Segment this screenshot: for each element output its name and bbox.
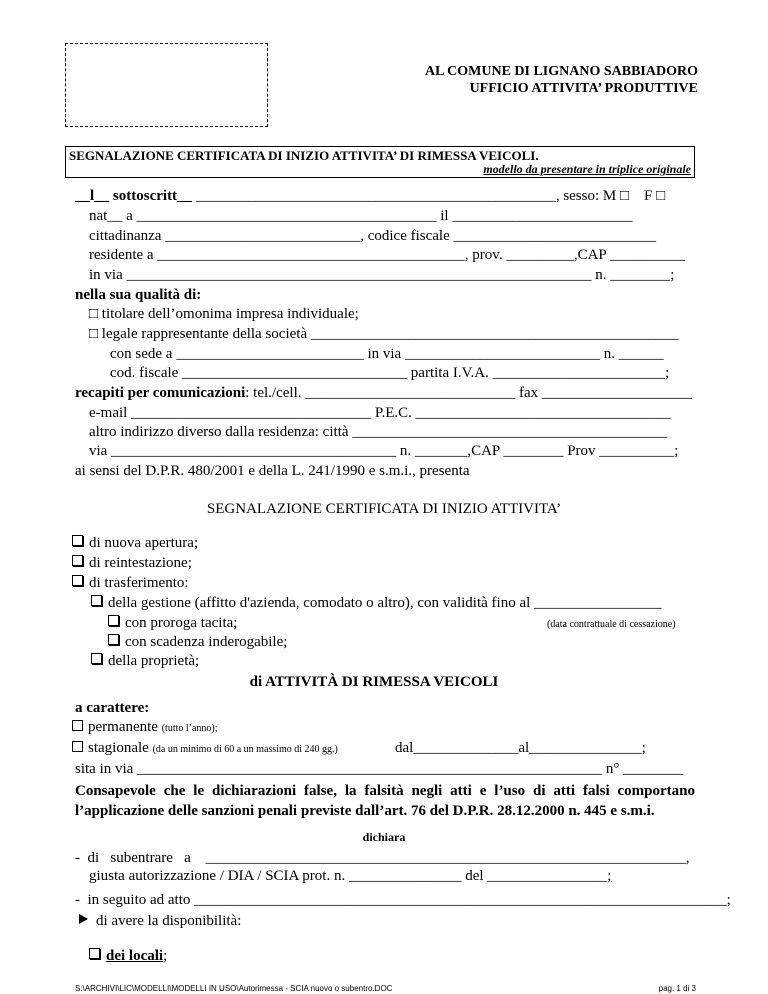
checkbox-icon[interactable] [91, 595, 102, 606]
checkbox-icon[interactable] [72, 555, 83, 566]
availability-item: di avere la disponibilità: [79, 913, 241, 930]
checkbox-icon[interactable] [72, 575, 83, 586]
quality-heading: nella sua qualità di: [75, 287, 202, 303]
checkbox-icon[interactable] [72, 720, 83, 731]
field-name-sex[interactable]: __l__ sottoscritt__ ________________________________________________, sesso: M □ F □ [75, 188, 666, 204]
checkbox-icon[interactable] [72, 741, 83, 752]
title-box [65, 146, 695, 178]
file-path: S:\ARCHIVI\LIC\MODELLI\MODELLI IN USO\Autorimessa - SCIA nuovo o subentro.DOC [75, 984, 393, 993]
field-residence[interactable]: residente a _________________________________________, prov. _________,CAP __________ [89, 247, 685, 263]
arrow-bullet-icon [79, 914, 88, 924]
field-address[interactable]: in via ______________________________________________________________ n. ________; [89, 267, 675, 283]
field-email-pec[interactable]: e-mail ________________________________ P.E.C. __________________________________ [89, 405, 671, 421]
option-tacit-renewal[interactable]: con proroga tacita; [108, 615, 237, 632]
field-other-address[interactable]: via ______________________________________ n. _______,CAP ________ Prov __________; [89, 443, 679, 459]
legal-reference: ai sensi del D.P.R. 480/2001 e della L. 241/1990 e s.m.i., presenta [75, 463, 470, 479]
document-subtitle: modello da presentare in triplice originale [483, 162, 691, 176]
option-individual-owner[interactable]: □ titolare dell’omonima impresa individuale; [89, 306, 359, 322]
recipient-line-2: UFFICIO ATTIVITA’ PRODUTTIVE [469, 81, 698, 96]
stamp-placeholder-box [65, 43, 268, 127]
character-heading: a carattere: [75, 700, 150, 716]
declares-heading: dichiara [362, 830, 406, 844]
option-fixed-expiry[interactable]: con scadenza inderogabile; [108, 634, 287, 651]
checkbox-icon[interactable] [108, 615, 119, 626]
recipient-line-1: AL COMUNE DI LIGNANO SABBIADORO [424, 64, 698, 79]
checkbox-icon[interactable] [72, 535, 83, 546]
field-birth[interactable]: nat__ a ________________________________________ il ________________________ [89, 208, 633, 224]
scia-heading: SEGNALAZIONE CERTIFICATA DI INIZIO ATTIVITA’ [206, 501, 562, 517]
field-other-city[interactable]: altro indirizzo diverso dalla residenza: città __________________________________________ [89, 424, 668, 440]
checkbox-icon[interactable] [89, 948, 100, 959]
field-citizenship-taxcode[interactable]: cittadinanza __________________________, codice fiscale ___________________________ [89, 228, 656, 244]
expiry-date-note: (data contrattuale di cessazione) [547, 619, 676, 630]
option-premises[interactable]: dei locali; [89, 948, 167, 965]
option-new-opening[interactable]: di nuova apertura; [72, 535, 198, 552]
option-seasonal[interactable]: stagionale (da un minimo di 60 a un massimo di 240 gg.) [72, 740, 338, 757]
field-authorization[interactable]: giusta autorizzazione / DIA / SCIA prot. n. _______________ del ________________; [89, 868, 612, 884]
liability-statement: Consapevole che le dichiarazioni false, la falsità negli atti e l’uso di atti falsi comportano l’applicazione delle sanzioni penali previste dall’art. 76 del D.P.R. 28.12.2000 n. 445 e s.m.i. [75, 783, 695, 819]
sottoscritto-label: __l__ sottoscritt__ [75, 188, 193, 204]
field-deed[interactable]: - in seguito ad atto _______________________________________________________________________; [75, 892, 731, 908]
checkbox-icon[interactable] [91, 653, 102, 664]
field-contacts[interactable]: recapiti per comunicazioni: tel./cell. ____________________________ fax ____________________ [75, 385, 692, 401]
field-site-address[interactable]: sita in via ______________________________________________________________ n° ________ [75, 761, 684, 777]
option-ownership-transfer[interactable]: della proprietà; [91, 653, 199, 670]
checkbox-icon[interactable] [108, 634, 119, 645]
field-takeover[interactable]: - di subentrare a ________________________________________________________________, [75, 850, 690, 866]
activity-heading: di ATTIVITÀ DI RIMESSA VEICOLI [249, 674, 499, 690]
field-company-taxcode-vat[interactable]: cod. fiscale ______________________________ partita I.V.A. _______________________; [110, 365, 670, 381]
option-transfer[interactable]: di trasferimento: [72, 575, 189, 592]
field-season-dates[interactable]: dal______________al_______________; [395, 740, 646, 756]
option-reassignment[interactable]: di reintestazione; [72, 555, 192, 572]
page-number: pag. 1 di 3 [658, 984, 696, 993]
option-management-transfer[interactable]: della gestione (affitto d'azienda, comodato o altro), con validità fino al _________________ [91, 595, 662, 612]
contacts-label: recapiti per comunicazioni [75, 385, 246, 401]
field-company-seat[interactable]: con sede a _________________________ in via __________________________ n. ______ [110, 346, 664, 362]
option-legal-representative[interactable]: □ legale rappresentante della società _________________________________________________ [89, 326, 679, 342]
document-title: SEGNALAZIONE CERTIFICATA DI INIZIO ATTIVITA’ DI RIMESSA VEICOLI. [69, 148, 539, 163]
option-permanent[interactable]: permanente (tutto l’anno); [72, 719, 218, 736]
